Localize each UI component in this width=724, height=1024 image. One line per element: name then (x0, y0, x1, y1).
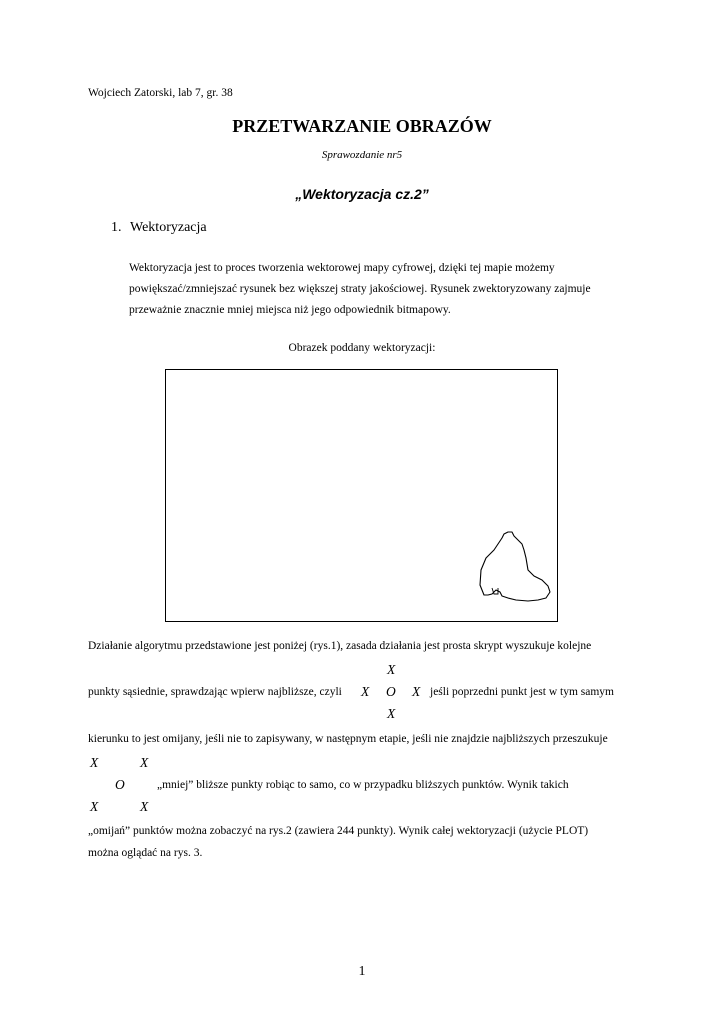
diagonal-center-symbol-o: O (115, 777, 125, 792)
diagonal-symbol-x-top-left: X (90, 755, 99, 770)
page-number: 1 (358, 964, 366, 979)
report-topic: „Wektoryzacja cz.2” (295, 186, 429, 202)
section-number: 1. (111, 220, 122, 235)
center-symbol-o: O (386, 684, 396, 699)
neighbour-symbol-x-top: X (387, 662, 396, 677)
paragraph-line-2: powiększać/zmniejszać rysunek bez większej straty jakościowej. Rysunek zwektoryzowany zajmuje (129, 283, 591, 295)
figure-caption: Obrazek poddany wektoryzacji: (288, 342, 436, 354)
body-line-2-start: punkty sąsiednie, sprawdzając wpierw najbliższe, czyli (88, 686, 342, 698)
paragraph-line-1: Wektoryzacja jest to proces tworzenia wektorowej mapy cyfrowej, dzięki tej mapie możemy (129, 262, 555, 274)
neighbour-symbol-x-bottom: X (387, 706, 396, 721)
neighbour-symbol-x-left: X (361, 684, 370, 699)
body-line-5: „omijań” punktów można zobaczyć na rys.2 (zawiera 244 punkty). Wynik całej wektoryzacji (użycie PLOT) (88, 825, 589, 837)
diagonal-symbol-x-bottom-left: X (90, 799, 99, 814)
body-line-4: „mniej” bliższe punkty robiąc to samo, co w przypadku bliższych punktów. Wynik takich (157, 779, 569, 791)
report-subtitle: Sprawozdanie nr5 (321, 149, 403, 161)
silhouette-outline-image (166, 370, 559, 623)
body-line-2-end: jeśli poprzedni punkt jest w tym samym (430, 686, 614, 698)
body-line-1: Działanie algorytmu przedstawione jest poniżej (rys.1), zasada działania jest prosta skrypt wyszukuje kolejne (88, 640, 592, 652)
page-title: PRZETWARZANIE OBRAZÓW (232, 116, 492, 136)
diagonal-symbol-x-bottom-right: X (140, 799, 149, 814)
section-title: Wektoryzacja (130, 220, 207, 235)
paragraph-line-3: przeważnie znacznie mniej miejsca niż jego odpowiednik bitmapowy. (129, 304, 451, 316)
body-line-6: można oglądać na rys. 3. (88, 847, 203, 859)
neighbour-symbol-x-right: X (412, 684, 421, 699)
body-line-3: kierunku to jest omijany, jeśli nie to zapisywany, w następnym etapie, jeśli nie znajdzie najbliższych przeszukuje (88, 733, 608, 745)
vectorized-image-frame (165, 369, 558, 622)
diagonal-symbol-x-top-right: X (140, 755, 149, 770)
author-line: Wojciech Zatorski, lab 7, gr. 38 (88, 87, 233, 99)
